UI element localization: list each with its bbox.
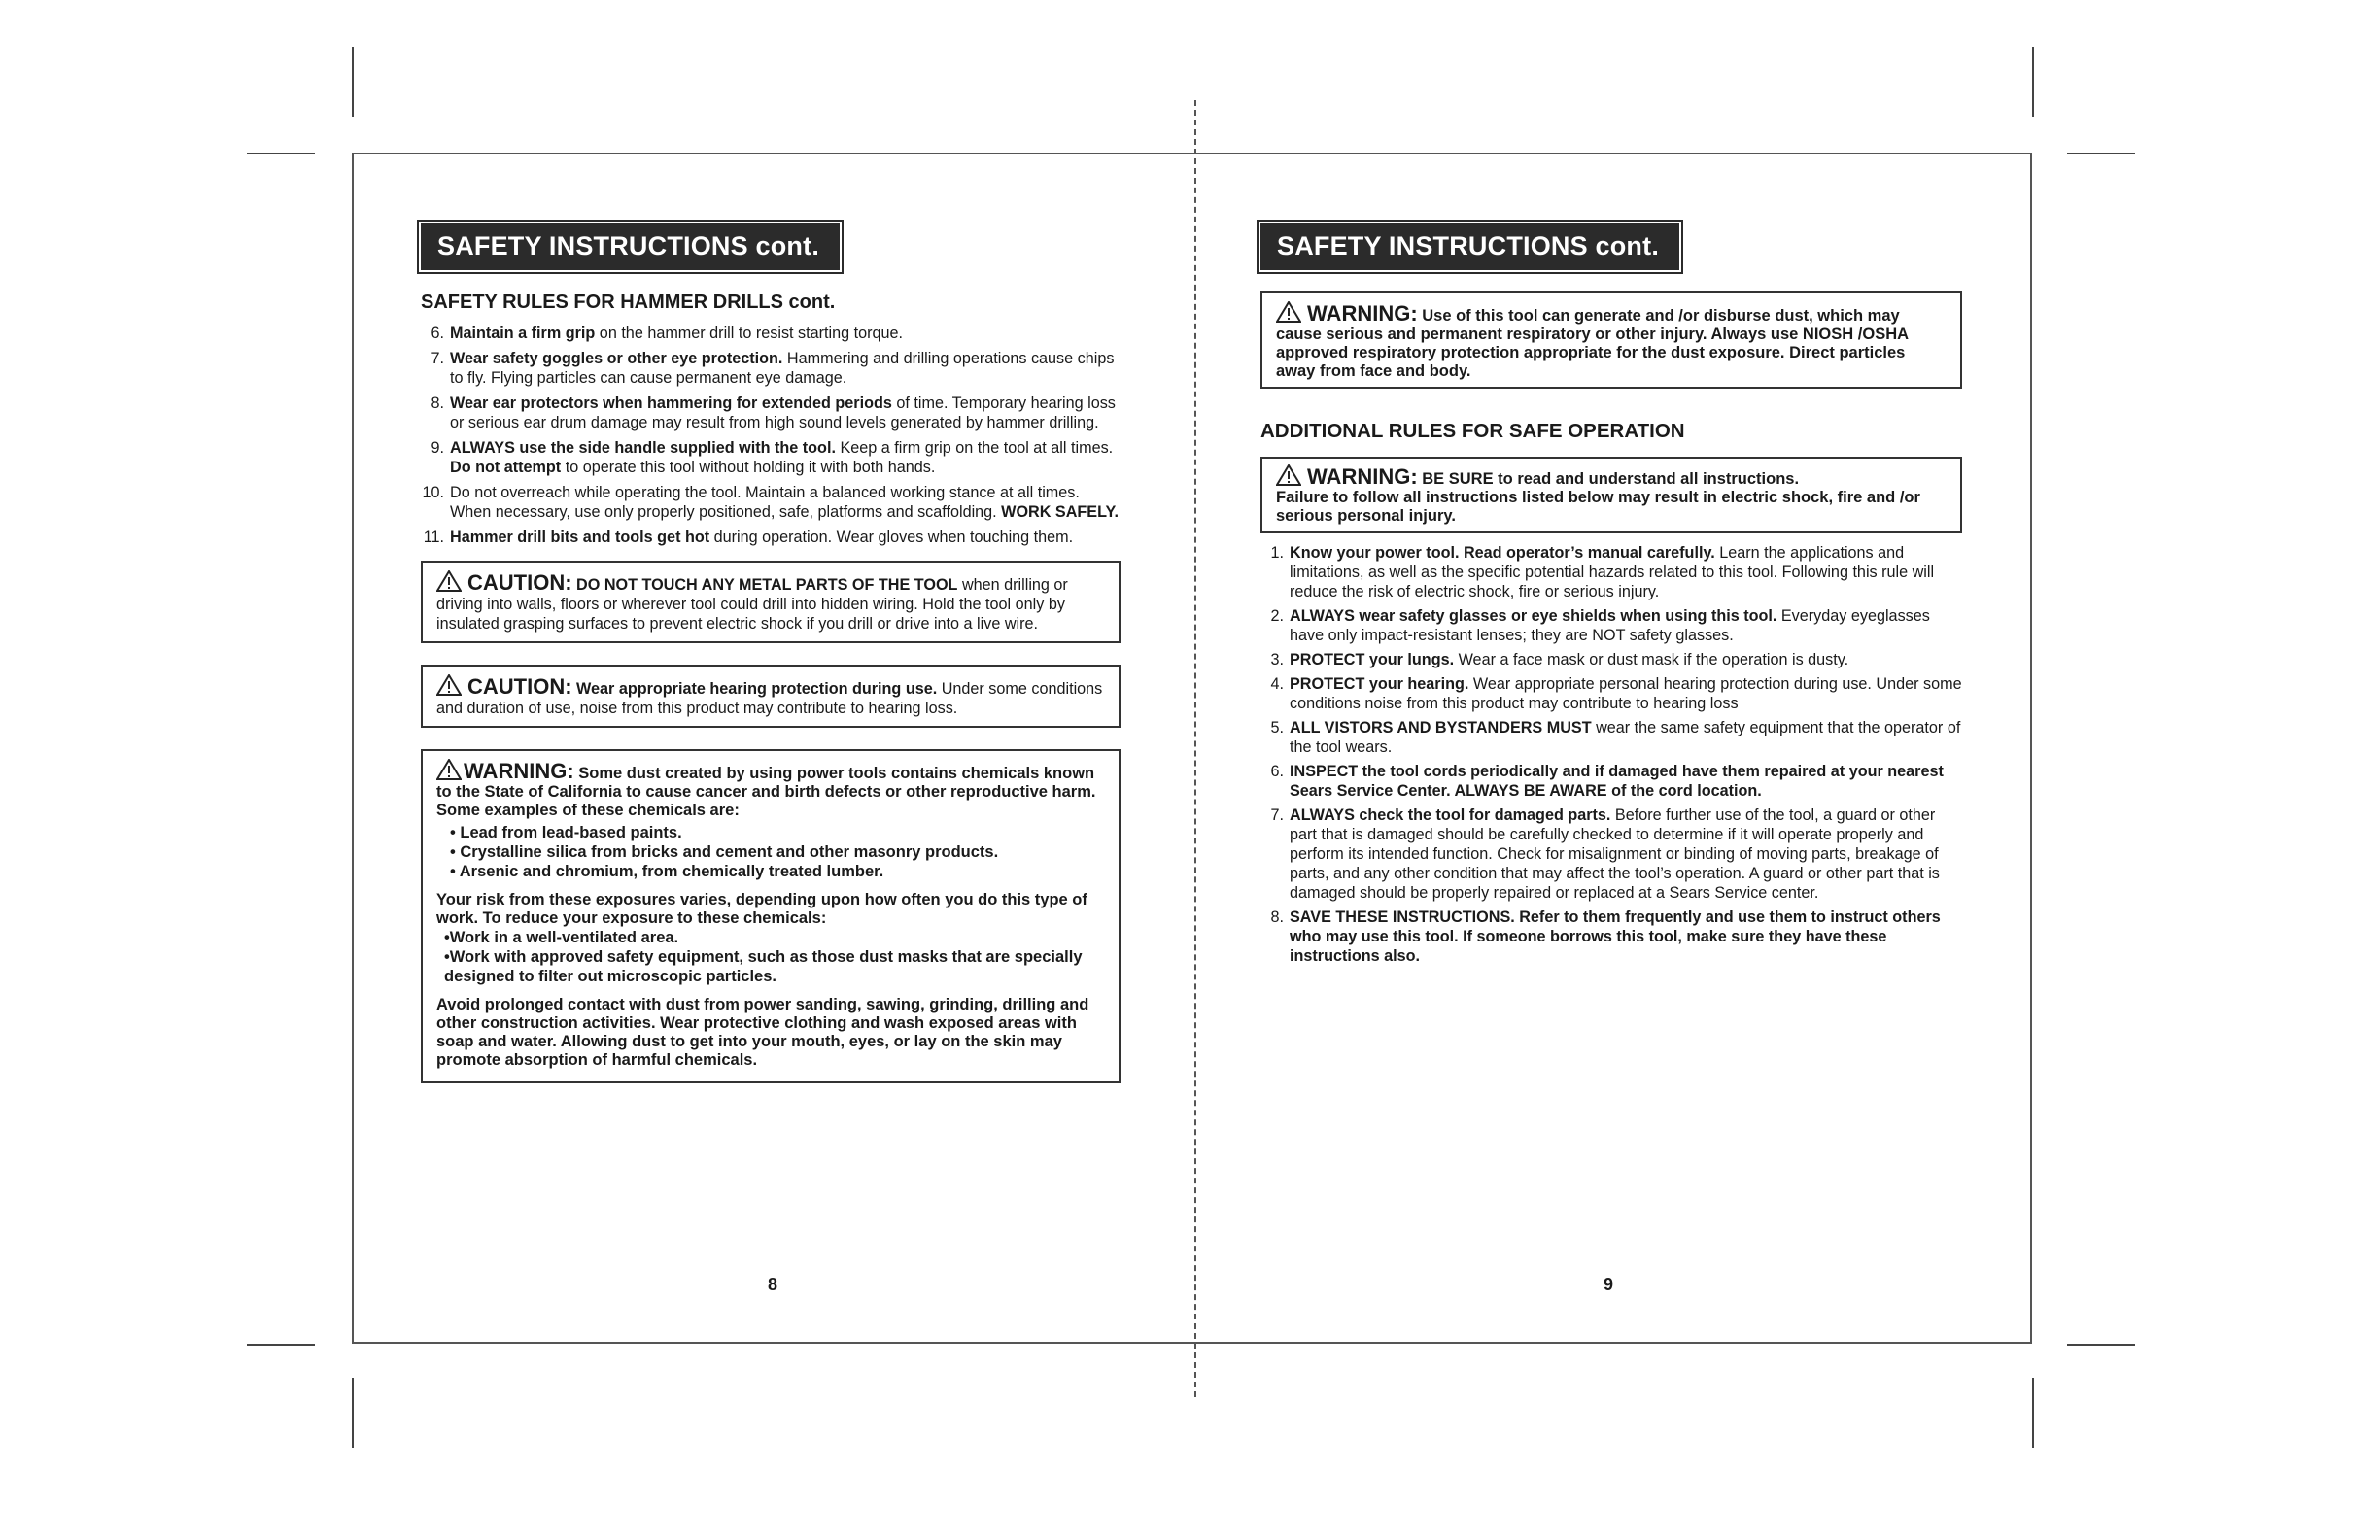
list-item: 11. Hammer drill bits and tools get hot during operation. Wear gloves when touching them. bbox=[423, 529, 1074, 546]
warning-triangle-icon bbox=[1276, 307, 1307, 325]
warning-label: WARNING: bbox=[464, 759, 574, 783]
list-item: • Arsenic and chromium, from chemically treated lumber. bbox=[450, 863, 884, 880]
crop-mark bbox=[2032, 47, 2034, 117]
warning-triangle-icon bbox=[1276, 470, 1307, 488]
list-item: 8. SAVE THESE INSTRUCTIONS. Refer to them frequently and use them to instruct others who may use this tool. If someone borrows this tool, make sure they have these instructions also. bbox=[1270, 908, 1941, 965]
list-item: 2. ALWAYS wear safety glasses or eye shields when using this tool. Everyday eyeglasses have only impact-resistant lenses; they are NOT safety glasses. bbox=[1270, 607, 1930, 644]
caution-box: CAUTION: DO NOT TOUCH ANY METAL PARTS OF THE TOOL when drilling or driving into walls, floors or wherever tool could drill into hidden wiring. Hold the tool only by insulated grasping surfaces to prevent electric shock if you drill or drive into a live wire. bbox=[421, 561, 1121, 643]
warning-paragraph: Avoid prolonged contact with dust from power sanding, sawing, grinding, drilling and other construction activities. Wear protective clothing and wash exposed areas with soap and water. Allowing dust to get into your mouth, eyes, or lay on the skin may promote absorption of harmful chemicals. bbox=[436, 996, 1089, 1069]
caution-box: CAUTION: Wear appropriate hearing protection during use. Under some conditions and duration of use, noise from this product may contribute to hearing loss. bbox=[421, 665, 1121, 728]
list-item: 8. Wear ear protectors when hammering for extended periods of time. Temporary hearing loss or serious ear drum damage may result from high sound levels generated by hammer drilling. bbox=[431, 394, 1116, 431]
warning-box: WARNING: Use of this tool can generate and /or disburse dust, which may cause serious and permanent respiratory or other injury. Always use NIOSH /OSHA approved respiratory protection appropriate for the dust exposure. Direct particles away from face and body. bbox=[1260, 291, 1962, 389]
left-page bbox=[421, 223, 1121, 1083]
crop-mark bbox=[352, 47, 354, 117]
crop-mark bbox=[2032, 1378, 2034, 1448]
rules-list bbox=[421, 324, 1121, 547]
list-item: 10. Do not overreach while operating the tool. Maintain a balanced working stance at all times. When necessary, use only properly positioned, safe, platforms and scaffolding. WORK SAFELY. bbox=[422, 484, 1119, 521]
list-item: 1. Know your power tool. Read operator’s manual carefully. Learn the applications and limitations, as well as the specific potential hazards related to this tool. Following this rule will reduce the risk of electric shock, fire or serious injury. bbox=[1270, 544, 1935, 600]
section-banner: SAFETY INSTRUCTIONS cont. bbox=[1260, 223, 1679, 270]
warning-box: WARNING: BE SURE to read and understand all instructions. Failure to follow all instructions listed below may result in electric shock, fire and /or serious personal injury. bbox=[1260, 457, 1962, 533]
crop-mark bbox=[247, 153, 315, 154]
list-item: 4. PROTECT your hearing. Wear appropriate personal hearing protection during use. Under some conditions noise from this product may contribute to hearing loss bbox=[1270, 675, 1962, 712]
section-title: ADDITIONAL RULES FOR SAFE OPERATION bbox=[1260, 420, 1685, 442]
crop-mark bbox=[352, 1378, 354, 1448]
caution-label: CAUTION: bbox=[467, 570, 572, 595]
list-item: 6. Maintain a firm grip on the hammer drill to resist starting torque. bbox=[431, 325, 904, 342]
list-item: 7. Wear safety goggles or other eye protection. Hammering and drilling operations cause chips to fly. Flying particles can cause permanent eye damage. bbox=[431, 350, 1115, 387]
page-number: 9 bbox=[1604, 1275, 1614, 1294]
warning-box: WARNING: Some dust created by using power tools contains chemicals known to the State of California to cause cancer and birth defects or other reproductive harm. Some examples of these chemicals are: • Lead from lead-based paints. • Crystalline silica from bricks and cement and other masonry products. • Arsenic and chromium, from chemically treated lumber. Your risk from these exposures varies, depending upon how often you do this type of work. To reduce your exposure to these chemicals: •Work in a well-ventilated area. •Work with approved safety equipment, such as those dust masks that are specially designed to filter out microscopic particles. Avoid prolonged contact with dust from power sanding, sawing, grinding, drilling and other construction activities. Wear protective clothing and wash exposed areas with soap and water. Allowing dust to get into your mouth, eyes, or lay on the skin may promote absorption of harmful chemicals. bbox=[421, 749, 1121, 1083]
warning-triangle-icon bbox=[436, 576, 467, 594]
warning-label: WARNING: bbox=[1307, 301, 1418, 325]
list-item: •Work in a well-ventilated area. bbox=[444, 929, 679, 946]
rules-list bbox=[1260, 543, 1962, 966]
list-item: 6. INSPECT the tool cords periodically and if damaged have them repaired at your nearest Sears Service Center. ALWAYS BE AWARE of the cord location. bbox=[1270, 763, 1944, 800]
section-title: SAFETY RULES FOR HAMMER DRILLS cont. bbox=[421, 291, 836, 313]
list-item: 5. ALL VISTORS AND BYSTANDERS MUST wear the same safety equipment that the operator of the tool wears. bbox=[1270, 719, 1961, 756]
crop-mark bbox=[2067, 1344, 2135, 1346]
warning-paragraph: Failure to follow all instructions listed below may result in electric shock, fire and /or serious personal injury. bbox=[1276, 489, 1920, 525]
list-item: • Lead from lead-based paints. bbox=[450, 824, 682, 841]
list-item: 7. ALWAYS check the tool for damaged parts. Before further use of the tool, a guard or other part that is damaged should be carefully checked to determine if it will operate properly and perform its intended function. Check for misalignment or binding of moving parts, breakage of parts, and any other condition that may affect the tool’s operation. A guard or other part that is damaged should be properly repaired or replaced at a Sears Service center. bbox=[1270, 806, 1940, 902]
list-item: •Work with approved safety equipment, such as those dust masks that are specially designed to filter out microscopic particles. bbox=[444, 948, 1083, 985]
list-item: 3. PROTECT your lungs. Wear a face mask or dust mask if the operation is dusty. bbox=[1270, 651, 1849, 668]
page-number: 8 bbox=[768, 1275, 778, 1294]
list-item: 9. ALWAYS use the side handle supplied with the tool. Keep a firm grip on the tool at all times. Do not attempt to operate this tool without holding it with both hands. bbox=[431, 439, 1114, 476]
warning-triangle-icon bbox=[436, 680, 467, 698]
fold-line bbox=[1194, 100, 1196, 1397]
crop-mark bbox=[2067, 153, 2135, 154]
caution-label: CAUTION: bbox=[467, 674, 572, 699]
warning-label: WARNING: bbox=[1307, 464, 1418, 489]
list-item: • Crystalline silica from bricks and cement and other masonry products. bbox=[450, 843, 999, 861]
warning-paragraph: Your risk from these exposures varies, depending upon how often you do this type of work. To reduce your exposure to these chemicals: bbox=[436, 891, 1087, 927]
crop-mark bbox=[247, 1344, 315, 1346]
section-banner: SAFETY INSTRUCTIONS cont. bbox=[421, 223, 840, 270]
right-page bbox=[1260, 223, 1962, 971]
warning-triangle-icon bbox=[436, 765, 464, 782]
